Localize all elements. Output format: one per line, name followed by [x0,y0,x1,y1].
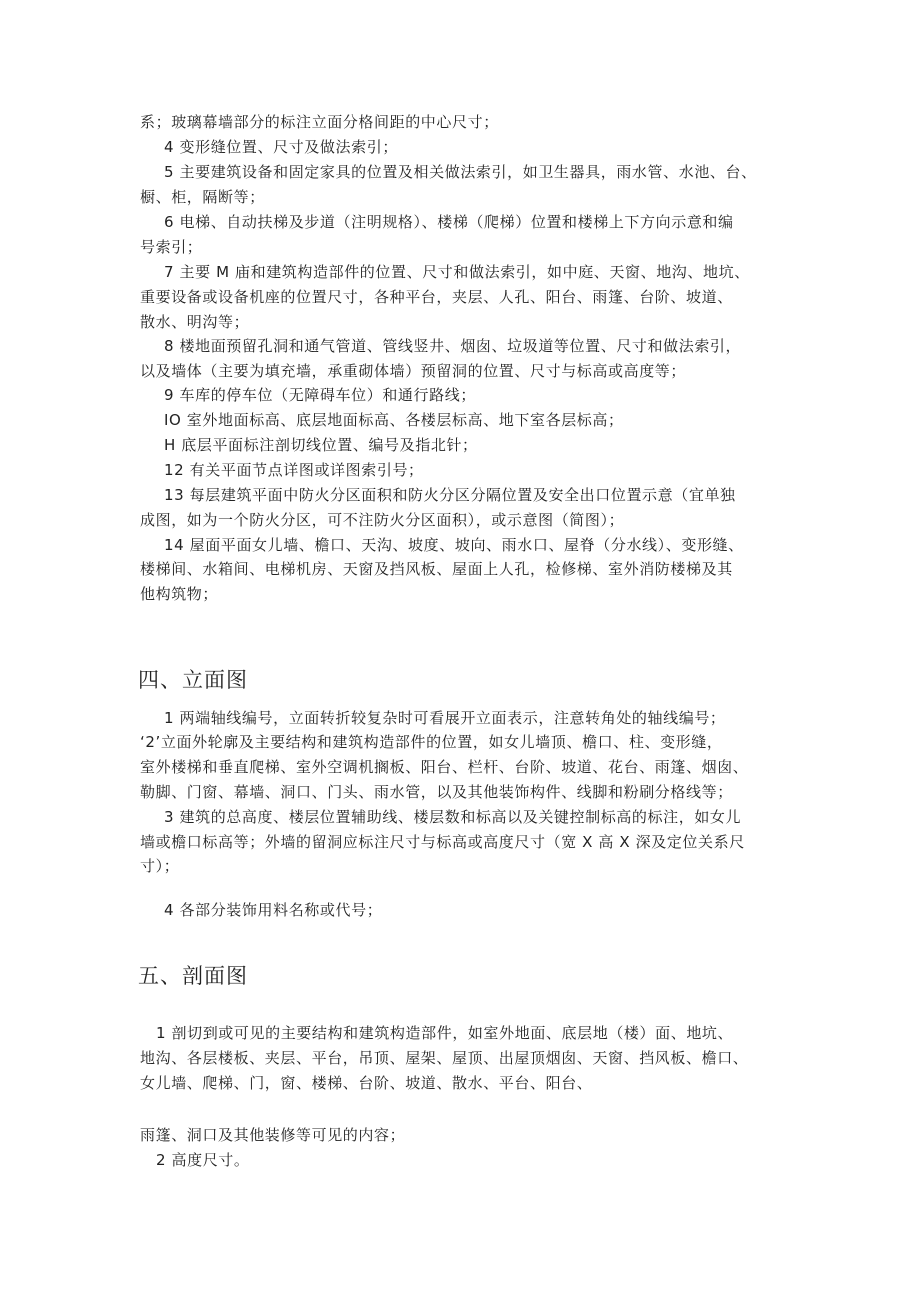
plan-item-13: 13 每层建筑平面中防火分区面积和防火分区分隔位置及安全出口位置示意（宜单独 [164,486,736,504]
elevation-item-1: 1 两端轴线编号，立面转折较复杂时可看展开立面表示，注意转角处的轴线编号； [164,709,726,727]
plan-item-10: IO 室外地面标高、底层地面标高、各楼层标高、地下室各层标高； [164,411,624,429]
plan-item-11: H 底层平面标注剖切线位置、编号及指北针； [164,436,478,454]
plan-item-5: 5 主要建筑设备和固定家具的位置及相关做法索引，如卫生器具，雨水管、水池、台、 [164,163,757,181]
elevation-text-line: 墙或檐口标高等；外墙的留洞应标注尺寸与标高或高度尺寸（宽 X 高 X 深及定位关系尺 [140,833,745,851]
plan-item-4: 4 变形缝位置、尺寸及做法索引； [164,138,398,156]
elevation-text-line: 勒脚、门窗、幕墙、洞口、门头、雨水管，以及其他装饰构件、线脚和粉刷分格线等； [140,783,733,801]
plan-text-line: 橱、柜，隔断等； [140,188,265,206]
plan-item-7: 7 主要 M 庙和建筑构造部件的位置、尺寸和做法索引，如中庭、天窗、地沟、地坑、 [164,263,750,281]
plan-item-8: 8 楼地面预留孔洞和通气管道、管线竖井、烟囱、垃圾道等位置、尺寸和做法索引， [164,337,742,355]
plan-item-6: 6 电梯、自动扶梯及步道（注明规格）、楼梯（爬梯）位置和楼梯上下方向示意和编 [164,213,734,231]
section-text-line: 雨篷、洞口及其他装修等可见的内容； [140,1126,406,1144]
plan-text-line: 楼梯间、水箱间、电梯机房、天窗及挡风板、屋面上人孔，检修梯、室外消防楼梯及其 [140,560,733,578]
elevation-text-line: 室外楼梯和垂直爬梯、室外空调机搁板、阳台、栏杆、台阶、坡道、花台、雨篷、烟囱、 [140,758,749,776]
plan-item-14: 14 屋面平面女儿墙、檐口、天沟、坡度、坡向、雨水口、屋脊（分水线）、变形缝、 [164,536,744,554]
plan-text-line: 重要设备或设备机座的位置尺寸，各种平台，夹层、人孔、阳台、雨篷、台阶、坡道、 [140,288,733,306]
section-item-2: 2 高度尺寸。 [156,1151,250,1169]
section-heading-section: 五、剖面图 [138,964,248,988]
elevation-item-2: ‘2’立面外轮廓及主要结构和建筑构造部件的位置，如女儿墙顶、檐口、柱、变形缝， [140,733,723,751]
elevation-text-line: 寸）； [140,857,180,875]
plan-item-12: 12 有关平面节点详图或详图索引号； [164,461,424,479]
section-text-line: 地沟、各层楼板、夹层、平台，吊顶、屋架、屋顶、出屋顶烟囱、天窗、挡风板、檐口、 [140,1049,749,1067]
elevation-item-3: 3 建筑的总高度、楼层位置辅助线、楼层数和标高以及关键控制标高的标注，如女儿 [164,808,742,826]
section-text-line: 女儿墙、爬梯、门，窗、楼梯、台阶、坡道、散水、平台、阳台、 [140,1074,593,1092]
plan-text-line: 成图，如为一个防火分区，可不注防火分区面积），或示意图（简图）； [140,511,625,529]
plan-text-line: 号索引； [140,238,203,256]
section-item-1: 1 剖切到或可见的主要结构和建筑构造部件，如室外地面、底层地（楼）面、地坑、 [156,1024,734,1042]
plan-item-9: 9 车库的停车位（无障碍车位）和通行路线； [164,386,476,404]
plan-text-line: 散水、明沟等； [140,313,250,331]
elevation-item-4: 4 各部分装饰用料名称或代号； [164,901,383,919]
plan-text-line: 以及墙体（主要为填充墙，承重砌体墙）预留洞的位置、尺寸与标高或高度等； [140,362,687,380]
plan-text-line: 他构筑物； [140,585,219,603]
plan-text-line: 系；玻璃幕墙部分的标注立面分格间距的中心尺寸； [140,113,499,131]
section-heading-elevation: 四、立面图 [138,668,248,692]
